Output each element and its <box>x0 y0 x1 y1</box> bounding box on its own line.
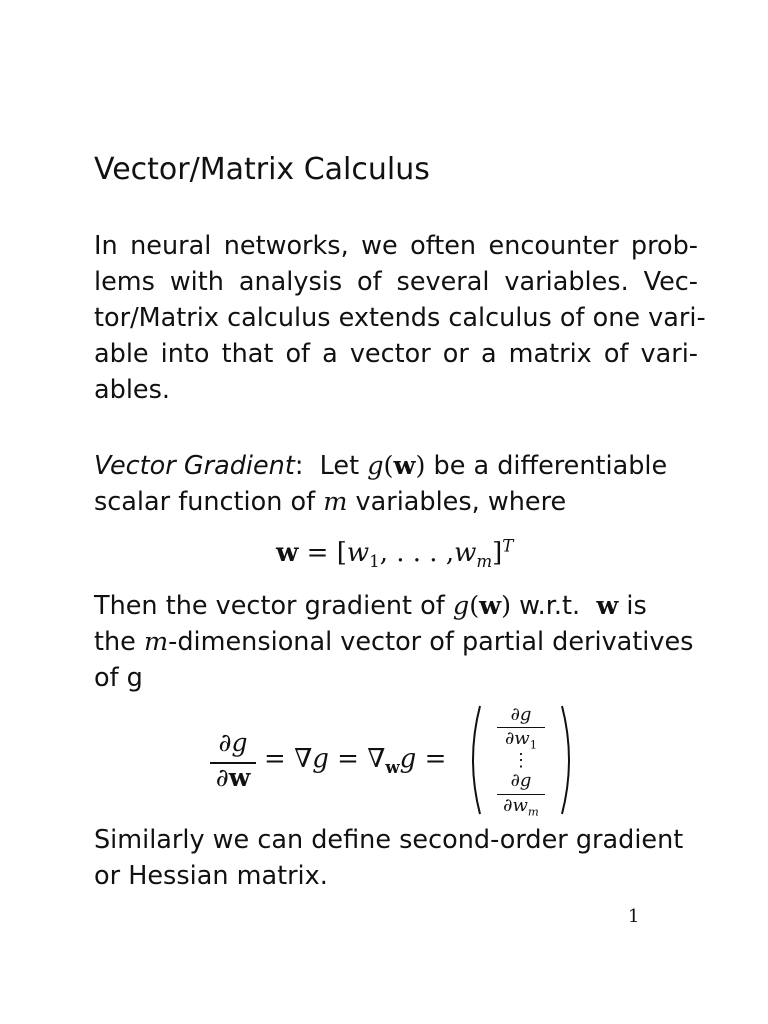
eq-sub-1: 1 <box>369 552 380 572</box>
entry-bottom-numerator: ∂g <box>510 770 532 791</box>
is-text: is <box>626 591 647 621</box>
gradient-operators: = $\nabla g = \nabla_wg$ = <box>264 744 447 778</box>
variables-where-text: variables, where <box>355 487 567 517</box>
then-w: w <box>479 591 502 621</box>
then-line-2 <box>94 624 693 660</box>
m-dimensional-text: -dimensional vector of partial derivatives <box>168 627 694 657</box>
entry-top-denominator: $\partial w_1$ <box>504 728 538 752</box>
eq-wm: w <box>454 538 477 568</box>
then-m: m <box>143 627 169 657</box>
similarly-line-2: or Hessian matrix. <box>94 861 328 891</box>
intro-line-5: ables. <box>94 375 170 405</box>
eq-sub-m: m <box>476 552 493 572</box>
eq-w-lhs: w <box>276 538 299 568</box>
eq-w1: w <box>346 538 370 568</box>
eq-open-bracket: [ <box>336 538 347 568</box>
m-symbol: m <box>323 487 348 517</box>
eq-close-bracket: ] <box>492 538 503 568</box>
vector-gradient-term: Vector Gradient <box>94 451 295 481</box>
then-line-3: of g <box>94 663 143 693</box>
equation-w-vector <box>276 536 514 572</box>
let-word: Let <box>319 451 360 481</box>
eq-sup-T: T <box>502 536 514 556</box>
then-line-1: Then the vector gradient of g(w) w.r.t. w is <box>94 591 647 621</box>
intro-line-4: able into that of a vector or a matrix of vari- <box>94 339 698 369</box>
similarly-line-1: Similarly we can define second-order gradient <box>94 825 684 855</box>
colon: : <box>294 451 304 481</box>
wrt-text: w.r.t. <box>519 591 581 621</box>
page-title: Vector/Matrix Calculus <box>94 152 430 187</box>
frac-dg-numerator: ∂g <box>218 728 248 757</box>
entry-top-numerator: ∂g <box>510 704 532 725</box>
eq-equals: = <box>306 538 329 568</box>
gradient-line-1: Vector Gradient: Let g(w) be a differentiable <box>94 451 668 481</box>
entry-vdots: ⋮ <box>512 750 530 771</box>
intro-line-2: lems with analysis of several variables. Vec- <box>94 267 698 297</box>
intro-line-3: tor/Matrix calculus extends calculus of one vari- <box>94 303 706 333</box>
entry-bottom-denominator: $\partial w_m$ <box>503 795 539 819</box>
w-vector-symbol: w <box>393 451 416 481</box>
scalar-function-text: scalar function of <box>94 487 316 517</box>
then-text: Then the vector gradient of <box>94 591 445 621</box>
g-symbol: g <box>367 451 384 481</box>
page-number: 1 <box>628 906 640 927</box>
frac-dw-denominator: ∂w <box>215 763 251 792</box>
intro-line-1: In neural networks, we often encounter prob- <box>94 231 698 261</box>
eq-dots: , . . . , <box>379 538 455 568</box>
then-w2: w <box>596 591 619 621</box>
gradient-line-2 <box>94 484 566 520</box>
gradient-line-1-rest: be a differentiable <box>433 451 668 481</box>
the-text: the <box>94 627 136 657</box>
then-g: g <box>452 591 470 621</box>
